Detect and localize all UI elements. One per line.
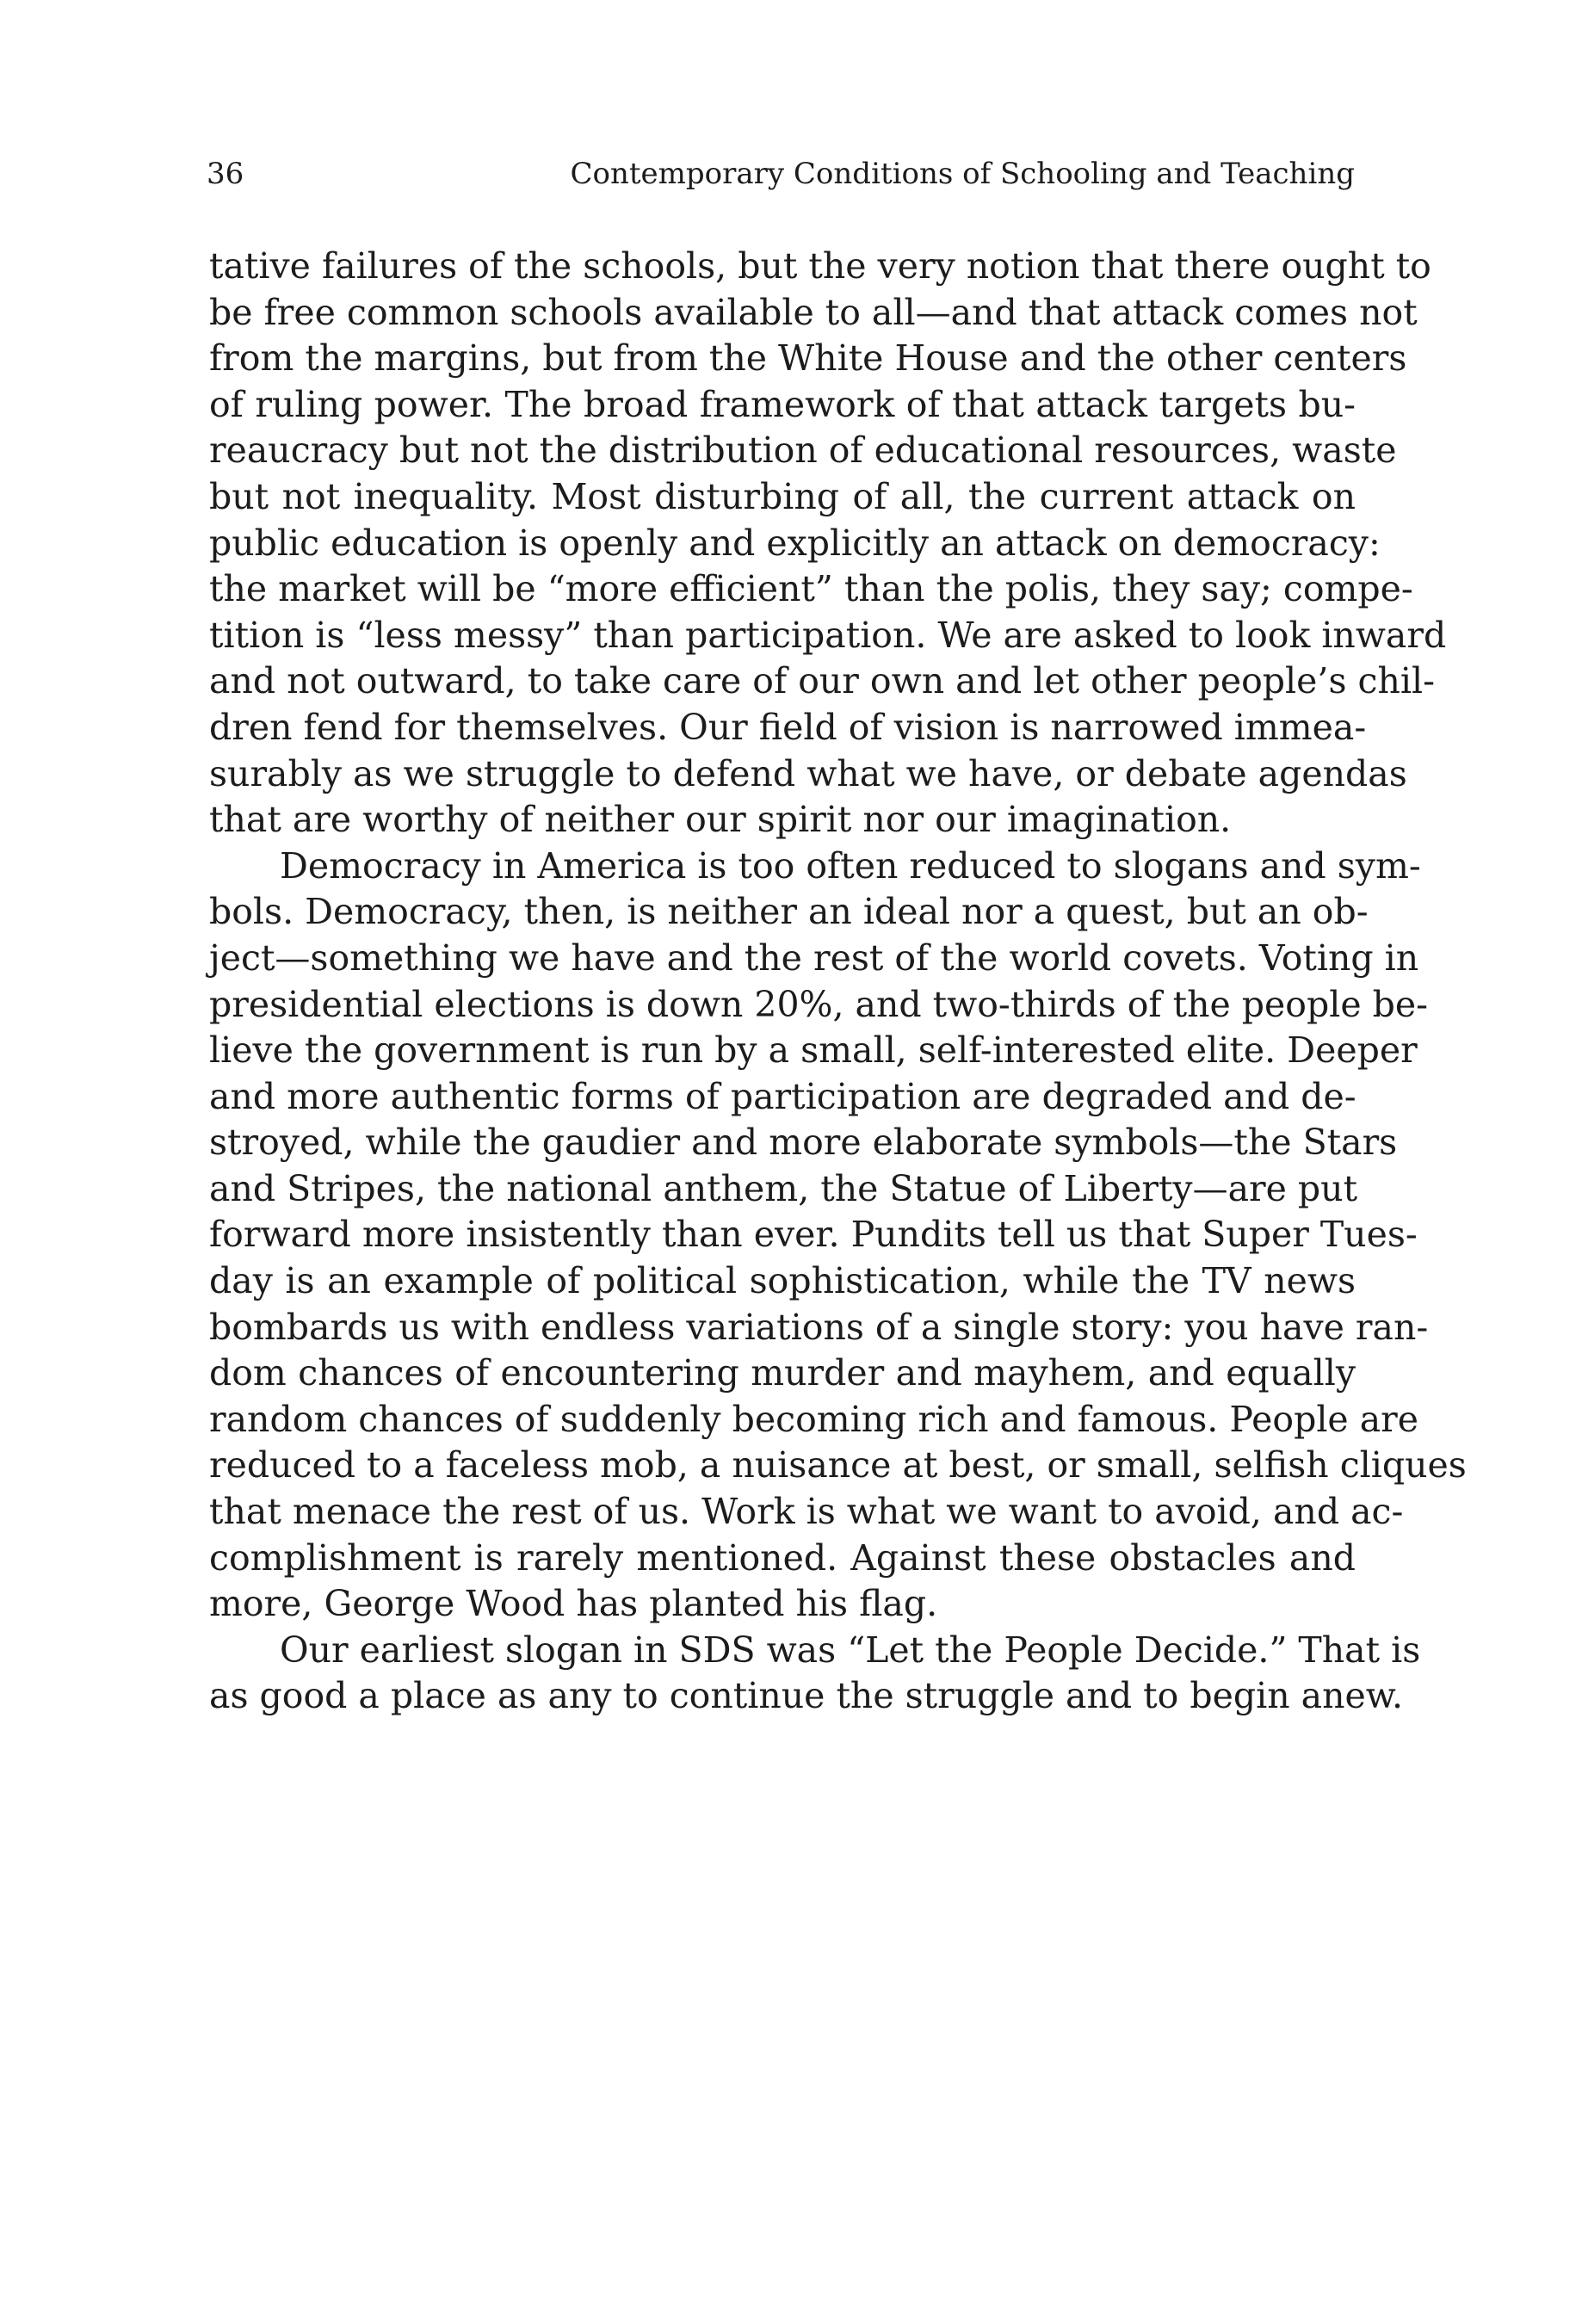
paragraph (209, 844, 1467, 1628)
text-line: that menace the rest of us. Work is what we want to avoid, and ac- (209, 1491, 1404, 1533)
text-line: dren fend for themselves. Our field of vision is narrowed immea- (209, 706, 1367, 748)
paragraph (209, 244, 1447, 844)
text-line: that are worthy of neither our spirit nor our imagination. (209, 799, 1232, 841)
text-line: tition is “less messy” than participation. We are asked to look inward (209, 614, 1447, 656)
page-number: 36 (207, 157, 244, 191)
text-line: dom chances of encountering murder and mayhem, and equally (209, 1352, 1356, 1394)
text-line: surably as we struggle to defend what we have, or debate agendas (209, 752, 1407, 794)
text-line: forward more insistently than ever. Pundits tell us that Super Tues- (209, 1214, 1418, 1256)
text-line: Democracy in America is too often reduced to slogans and sym- (280, 844, 1421, 887)
text-line: bombards us with endless variations of a single story: you have ran- (209, 1306, 1429, 1348)
text-line: as good a place as any to continue the struggle and to begin anew. (209, 1675, 1404, 1717)
text-line: from the margins, but from the White House and the other centers (209, 337, 1407, 380)
text-line: of ruling power. The broad framework of that attack targets bu- (209, 383, 1356, 425)
text-line: random chances of suddenly becoming rich and famous. People are (209, 1398, 1419, 1440)
text-line: be free common schools available to all—and that attack comes not (209, 291, 1418, 333)
text-line: presidential elections is down 20%, and two-thirds of the people be- (209, 983, 1428, 1025)
text-line: day is an example of political sophistication, while the TV news (209, 1260, 1356, 1302)
text-line: Our earliest slogan in SDS was “Let the People Decide.” That is (280, 1629, 1421, 1671)
text-line: ject—something we have and the rest of the world covets. Voting in (209, 936, 1419, 979)
text-line: and not outward, to take care of our own and let other people’s chil- (209, 660, 1435, 702)
text-line: tative failures of the schools, but the very notion that there ought to (209, 245, 1431, 287)
text-line: and more authentic forms of participation are degraded and de- (209, 1075, 1356, 1117)
text-line: lieve the government is run by a small, self-interested elite. Deeper (209, 1029, 1418, 1072)
text-line: the market will be “more efficient” than the polis, they say; compe- (209, 568, 1413, 610)
body-text (209, 244, 1467, 1720)
running-title: Contemporary Conditions of Schooling and Teaching (570, 157, 1355, 191)
text-line: complishment is rarely mentioned. Against these obstacles and (209, 1536, 1356, 1579)
running-head (207, 155, 1355, 193)
text-line: stroyed, while the gaudier and more elaborate symbols—the Stars (209, 1122, 1398, 1164)
paragraph (209, 1628, 1421, 1720)
text-line: public education is openly and explicitly an attack on democracy: (209, 522, 1381, 564)
text-line: more, George Wood has planted his flag. (209, 1583, 938, 1625)
text-line: but not inequality. Most disturbing of all, the current attack on (209, 475, 1356, 517)
text-line: reaucracy but not the distribution of educational resources, waste (209, 430, 1397, 472)
text-line: and Stripes, the national anthem, the Statue of Liberty—are put (209, 1167, 1358, 1209)
text-line: bols. Democracy, then, is neither an ideal nor a quest, but an ob- (209, 891, 1369, 933)
text-line: reduced to a faceless mob, a nuisance at best, or small, selfish cliques (209, 1444, 1467, 1486)
